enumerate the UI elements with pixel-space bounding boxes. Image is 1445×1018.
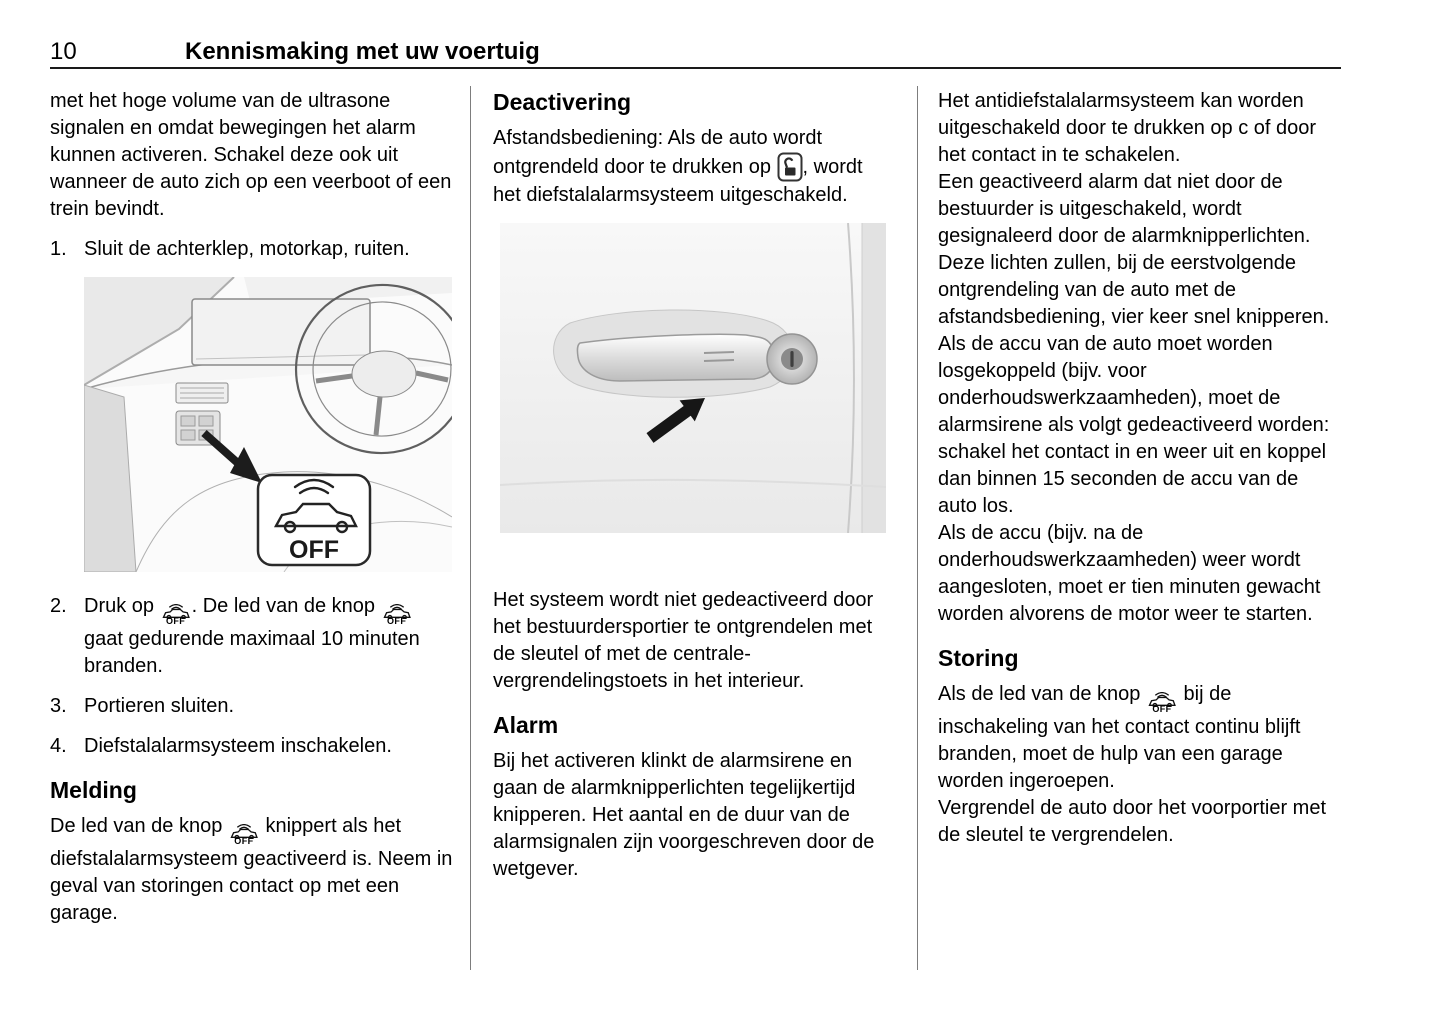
column-divider <box>470 86 471 970</box>
paragraph: Het antidiefstalalarmsysteem kan worden uitgeschakeld door te drukken op c of door het contact in te schakelen. <box>938 90 1317 166</box>
paragraph <box>938 681 1341 795</box>
alarm-off-button-callout <box>258 475 370 565</box>
text-run: , wordt het diefstalalarmsysteem uitgeschakeld. <box>493 156 863 206</box>
off-label: OFF <box>289 536 339 564</box>
list-number: 2. <box>50 595 67 617</box>
text-run: Als de led van de knop <box>938 683 1141 705</box>
text-run: knippert als het diefstalalarmsysteem geactiveerd is. Neem in geval van storingen contact op met een garage. <box>50 815 453 924</box>
column-right <box>938 88 1341 849</box>
paragraph: Het systeem wordt niet gedeactiveerd door het bestuurdersportier te ontgrendelen met de sleutel of met de centrale-vergrendelingstoets in het interieur. <box>493 589 874 692</box>
column-divider <box>917 86 918 970</box>
column-middle <box>493 88 891 883</box>
list-number: 3. <box>50 695 67 717</box>
page-header <box>50 38 540 66</box>
off-label: OFF <box>1152 704 1172 714</box>
text-run: Druk op <box>84 595 155 617</box>
page-title: Kennismaking met uw voertuig <box>185 38 540 65</box>
list-item-text: Diefstalalarmsysteem inschakelen. <box>84 735 392 757</box>
paragraph: Vergrendel de auto door het voorportier met de sleutel te vergrendelen. <box>938 797 1327 846</box>
page-number: 10 <box>50 38 77 65</box>
off-label: OFF <box>234 836 254 846</box>
paragraph <box>50 813 456 927</box>
text-run: gaat gedurende maximaal 10 minuten branden. <box>84 628 420 677</box>
list-number: 1. <box>50 238 67 260</box>
list-item <box>50 593 456 680</box>
off-label: OFF <box>165 616 186 626</box>
door-handle-illustration <box>500 223 891 541</box>
list-item <box>50 236 456 263</box>
car-alarm-off-icon <box>228 824 260 846</box>
list-item-text: Sluit de achterklep, motorkap, ruiten. <box>84 238 410 260</box>
text-run: bij de inschakeling van het contact continu blijft branden, moet de hulp van een garage worden ingeroepen. <box>938 683 1301 792</box>
header-rule <box>50 67 1341 69</box>
infotainment-display <box>192 299 370 365</box>
list-item <box>50 693 456 720</box>
list-item-text <box>84 593 456 680</box>
off-label: OFF <box>387 616 407 626</box>
list-item-text: Portieren sluiten. <box>84 695 235 717</box>
text-run: Afstandsbediening: Als de auto wordt ontgrendeld door te drukken op <box>493 127 823 178</box>
car-alarm-off-icon <box>160 604 192 626</box>
section-heading-melding: Melding <box>50 777 137 803</box>
section-heading-storing: Storing <box>938 645 1019 671</box>
paragraph: Als de accu van de auto moet worden losgekoppeld (bijv. voor onderhoudswerkzaamheden), moet de alarmsirene als volgt gedeactiveerd worden: schakel het contact in en weer uit en koppel dan binnen 15 seconden de accu van de auto los. <box>938 333 1330 517</box>
lock-cylinder <box>767 334 817 384</box>
unlock-icon <box>777 152 803 182</box>
paragraph: Bij het activeren klinkt de alarmsirene en gaan de alarmknipperlichten tegelijkertijd knipperen. Het aantal en de duur van de alarmsignalen zijn voorgeschreven door de wetgever. <box>493 750 875 880</box>
section-heading-deactivering: Deactivering <box>493 89 632 115</box>
dashboard-vents <box>176 383 228 403</box>
intro-paragraph: met het hoge volume van de ultrasone signalen en omdat bewegingen het alarm kunnen activeren. Schakel deze ook uit wanneer de auto zich op een veerboot of een trein bevindt. <box>50 90 452 220</box>
text-run: . De led van de knop <box>191 595 376 617</box>
list-number: 4. <box>50 735 67 757</box>
paragraph: Als de accu (bijv. na de onderhoudswerkzaamheden) weer wordt aangesloten, moet er tien minuten gewacht worden alvorens de motor weer te starten. <box>938 522 1321 625</box>
door-handle <box>577 334 774 381</box>
paragraph <box>493 125 891 209</box>
interior-illustration <box>84 277 456 580</box>
column-left <box>50 88 456 927</box>
list-item <box>50 733 456 760</box>
car-alarm-off-icon <box>381 604 413 626</box>
car-alarm-off-icon <box>1146 692 1178 714</box>
section-heading-alarm: Alarm <box>493 712 559 738</box>
text-run: De led van de knop <box>50 815 223 837</box>
paragraph: Een geactiveerd alarm dat niet door de bestuurder is uitgeschakeld, wordt gesignaleerd door de alarmknipperlichten. Deze lichten zullen, bij de eerstvolgende ontgrendeling van de auto met de afstandsbediening, vier keer snel knipperen. <box>938 171 1330 328</box>
